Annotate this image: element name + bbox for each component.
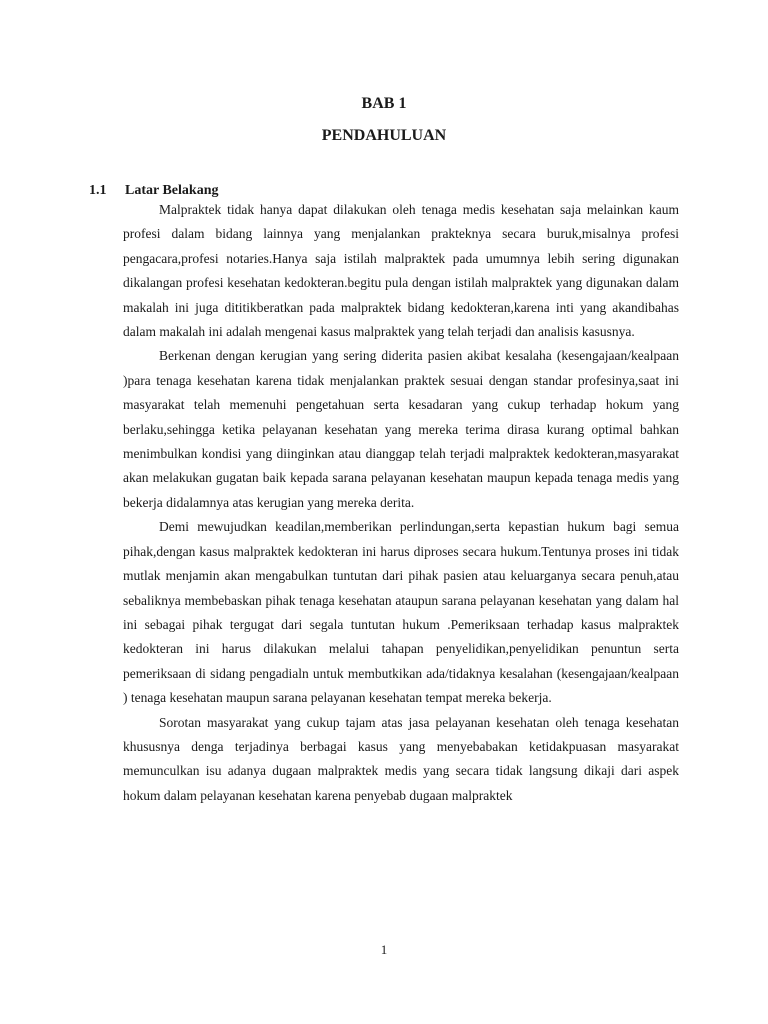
paragraph: Berkenan dengan kerugian yang sering diderita pasien akibat kesalaha (kesengajaan/kealpaan )para tenaga kesehatan karena tidak menjalankan praktek sesuai dengan standar profesinya,saat ini masyarakat telah memenuhi pengetahuan serta kesadaran yang cukup terhadap hokum yang berlaku,sehingga ketika pelayanan kesehatan yang mereka terima dirasa kurang optimal bahkan menimbulkan kondisi yang diinginkan atau dianggap telah terjadi malpraktek kedokteran,masyarakat akan melakukan gugatan baik kepada sarana pelayanan kesehatan maupun kepada tenaga medis yang bekerja didalamnya atas kerugian yang mereka derita. xyxy=(123,348,679,510)
chapter-title: PENDAHULUAN xyxy=(321,127,447,144)
chapter-label: BAB 1 xyxy=(361,95,407,112)
paragraph: Sorotan masyarakat yang cukup tajam atas jasa pelayanan kesehatan oleh tenaga kesehatan khususnya denga terjadinya berbagai kasus yang menyebabakan ketidakpuasan masyarakat memunculkan isu adanya dugaan malpraktek medis yang secara tidak langsung dikaji dari aspek hokum dalam pelayanan kesehatan karena penyebab dugaan malpraktek xyxy=(123,714,679,803)
body-text xyxy=(123,198,679,808)
section-title: Latar Belakang xyxy=(125,183,219,198)
section-number: 1.1 xyxy=(89,183,107,198)
paragraph: Demi mewujudkan keadilan,memberikan perlindungan,serta kepastian hukum bagi semua pihak,dengan kasus malpraktek kedokteran ini harus diproses secara hukum.Tentunya proses ini tidak mutlak menjamin akan mengabulkan tuntutan dari pihak pasien atau keluarganya secara penuh,atau sebaliknya membebaskan pihak tenaga kesehatan ataupun sarana pelayanan kesehatan yang dalam hal ini sebagai pihak tergugat dari segala tuntutan hukum .Pemeriksaan terhadap kasus malpraktek kedokteran ini harus dilakukan melalui tahapan penyelidikan,penyelidikan penuntun serta pemeriksaan di sidang pengadialn untuk membutkikan ada/tidaknya kesalahan (kesengajaan/kealpaan ) tenaga kesehatan maupun sarana pelayanan kesehatan tempat mereka bekerja. xyxy=(123,519,679,706)
page-number: 1 xyxy=(380,942,388,957)
paragraph: Malpraktek tidak hanya dapat dilakukan oleh tenaga medis kesehatan saja melainkan kaum profesi dalam bidang lainnya yang menjalankan prakteknya secara buruk,misalnya profesi pengacara,profesi notaries.Hanya saja istilah malpraktek pada umumnya lebih sering digunakan dikalangan profesi kesehatan kedokteran.begitu pula dengan istilah malpraktek yang digunakan dalam makalah ini juga dititikberatkan pada malpraktek bidang kedokteran,karena inti yang akandibahas dalam makalah ini adalah mengenai kasus malpraktek yang telah terjadi dan analisis kasusnya. xyxy=(123,202,679,340)
